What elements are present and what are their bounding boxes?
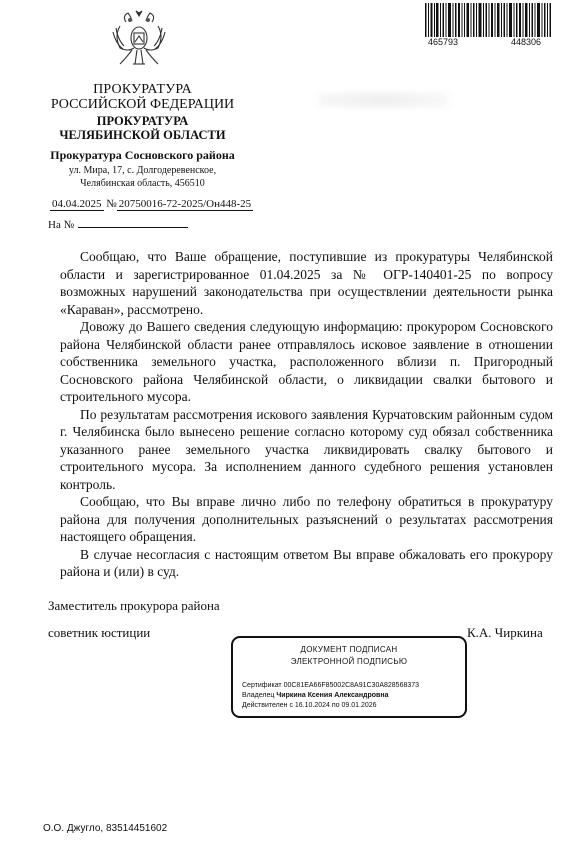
registration-date: 04.04.2025 (52, 198, 102, 210)
barcode-bars (425, 3, 551, 37)
barcode (425, 3, 551, 47)
stamp-validity (242, 702, 377, 709)
stamp-owner-value: Чиркина Ксения Александровна (276, 692, 389, 699)
body-paragraph: В случае несогласия с настоящим ответом Вы вправе обжаловать его прокурору района и (или) в суд. (60, 546, 553, 579)
body-paragraph: Довожу до Вашего сведения следующую информацию: прокурором Сосновского района Челябинской области ранее отправлялось исковое заявление в отношении собственника земельного участка, расположенного вблизи п. Пригородный Сосновского района Челябинской области, о ликвидации свалки бытового и строительного мусора. (60, 319, 553, 404)
stamp-owner-label: Владелец (242, 692, 275, 699)
recipient-blurred-area (318, 93, 448, 107)
stamp-cert-label: Сертификат (242, 682, 282, 689)
stamp-title-1: ДОКУМЕНТ ПОДПИСАН (300, 645, 398, 654)
barcode-right-number: 448306 (511, 37, 542, 47)
reply-to-line (48, 217, 188, 231)
body-paragraph: Сообщаю, что Вы вправе лично либо по телефону обратиться в прокуратуру района для получения дополнительных разъяснений о результатах рассмотрения настоящего обращения. (60, 494, 553, 544)
body-paragraph: По результатам рассмотрения искового заявления Курчатовским районным судом г. Челябинска было вынесено решение согласно которому суд обязал собственника указанного ранее земельного участка ликвидировать свалку бытового и строительного мусора. За исполнением данного судебного решения установлен контроль. (60, 406, 553, 492)
address-line-1: ул. Мира, 17, с. Долгодеревенское, (68, 165, 217, 176)
reply-to-label: На № (48, 219, 75, 231)
registration-number-prefix: № (106, 198, 117, 210)
signer-name: К.А. Чиркина (467, 625, 543, 640)
stamp-certificate (242, 682, 419, 689)
stamp-title-2: ЭЛЕКТРОННОЙ ПОДПИСЬЮ (290, 657, 408, 666)
header-line-2: РОССИЙСКОЙ ФЕДЕРАЦИИ (50, 97, 235, 112)
body-paragraph: Сообщаю, что Ваше обращение, поступившие из прокуратуры Челябинской области и зарегистрированное 01.04.2025 за № ОГР-140401-25 по вопросу возможных нарушений законодательства при осуществлении деятельности рынка «Караван», рассмотрено. (60, 249, 553, 317)
registration-line (50, 198, 253, 210)
stamp-valid-label: Действителен (242, 702, 288, 709)
letter-body (60, 248, 553, 581)
header-line-1: ПРОКУРАТУРА (93, 82, 192, 97)
stamp-cert-value: 00C81EA66F85002C8A91C30A828568373 (283, 682, 420, 689)
signer-position: Заместитель прокурора района (48, 598, 220, 613)
stamp-owner (242, 692, 388, 699)
barcode-left-number: 465793 (428, 37, 459, 47)
reply-to-blank (78, 217, 188, 228)
stamp-valid-value: с 16.10.2024 по 09.01.2026 (289, 702, 377, 709)
header-line-3: ПРОКУРАТУРА (96, 114, 189, 128)
electronic-signature-stamp (231, 636, 467, 718)
coat-of-arms-emblem (110, 8, 168, 68)
address-line-2: Челябинская область, 456510 (80, 178, 205, 189)
district-office-name: Прокуратура Сосновского района (50, 148, 235, 162)
registration-number: 20750016-72-2025/Он448-25 (118, 198, 252, 210)
header-line-4: ЧЕЛЯБИНСКОЙ ОБЛАСТИ (59, 128, 226, 142)
executor-footer: О.О. Джугло, 83514451602 (43, 823, 168, 834)
signer-rank: советник юстиции (48, 625, 151, 640)
